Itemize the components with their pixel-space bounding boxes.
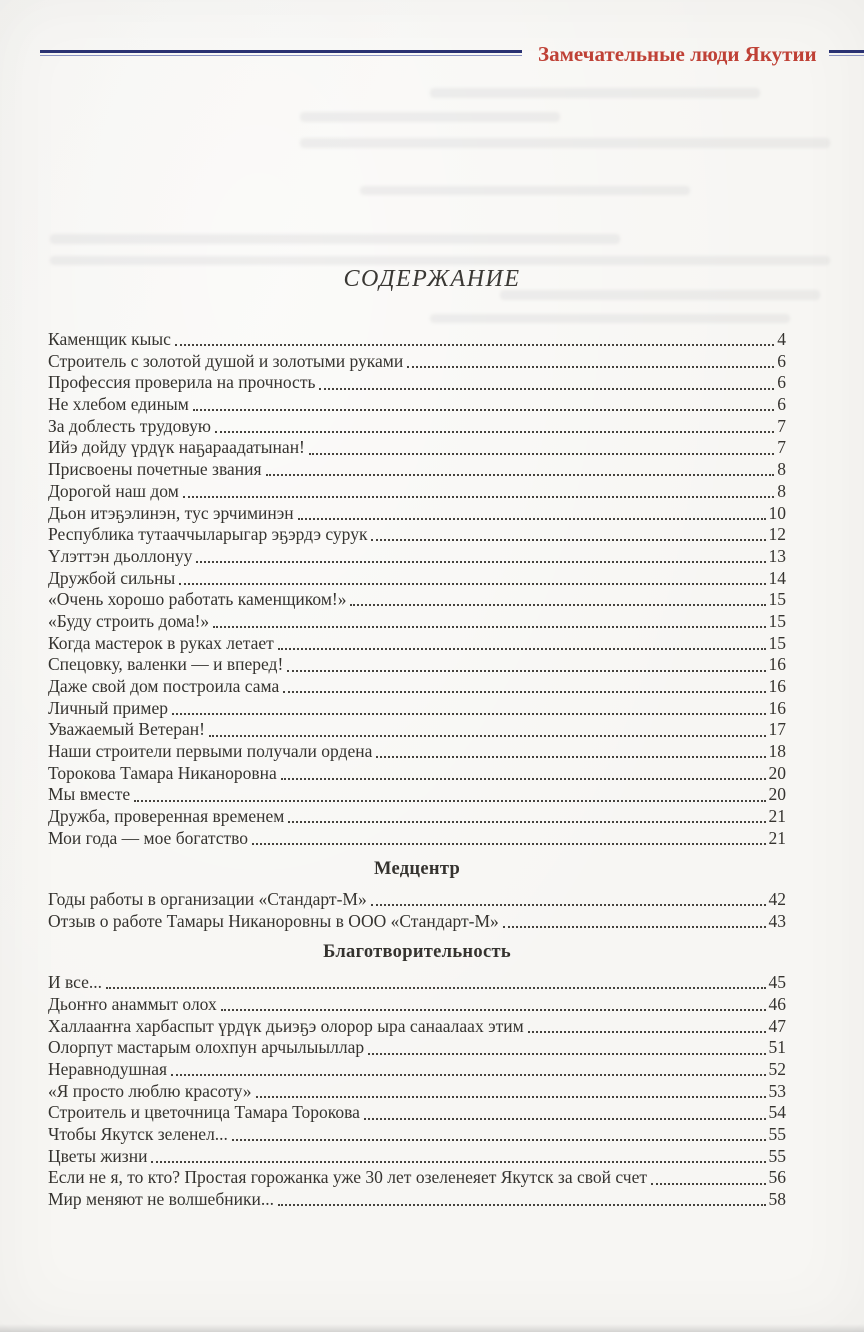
toc-leader-dots bbox=[183, 496, 774, 498]
toc-leader-dots bbox=[278, 1204, 766, 1206]
section-heading: Медцентр bbox=[373, 858, 461, 879]
toc-entry bbox=[48, 1189, 786, 1211]
toc-entry-title: «Я просто люблю красоту» bbox=[48, 1080, 252, 1101]
bleedthrough-line bbox=[300, 112, 560, 122]
toc-entry-title: Мои года — мое богатство bbox=[48, 827, 249, 848]
toc-entry-page: 20 bbox=[768, 762, 786, 783]
toc-entry-title: Отзыв о работе Тамары Никаноровны в ООО «Стандарт-М» bbox=[48, 910, 499, 931]
toc-entry bbox=[48, 394, 786, 416]
toc-entry-title: Мир меняют не волшебники... bbox=[48, 1189, 274, 1210]
bleedthrough-line bbox=[430, 314, 790, 323]
toc-entry-page: 7 bbox=[777, 415, 786, 436]
toc-leader-dots bbox=[371, 904, 766, 906]
toc-entry-page: 12 bbox=[768, 524, 786, 545]
toc-entry-page: 56 bbox=[768, 1167, 786, 1188]
toc-entry-title: Годы работы в организации «Стандарт-М» bbox=[48, 889, 367, 910]
toc-entry-title: Не хлебом единым bbox=[48, 394, 189, 415]
toc-entry-title: Профессия проверила на прочность bbox=[48, 372, 316, 393]
toc-entry-page: 16 bbox=[768, 654, 786, 675]
toc-leader-dots bbox=[503, 926, 766, 928]
toc-entry bbox=[48, 611, 786, 633]
toc-entry bbox=[48, 763, 786, 785]
toc-leader-dots bbox=[288, 821, 765, 823]
toc-entry-page: 42 bbox=[768, 889, 786, 910]
toc-entry-page: 6 bbox=[777, 394, 786, 415]
page-header bbox=[0, 40, 864, 66]
toc-leader-dots bbox=[215, 431, 774, 433]
toc-entry bbox=[48, 972, 786, 994]
toc-leader-dots bbox=[287, 670, 765, 672]
toc-entry-page: 10 bbox=[768, 502, 786, 523]
toc-entry bbox=[48, 654, 786, 676]
toc-entry bbox=[48, 568, 786, 590]
toc-entry bbox=[48, 351, 786, 373]
toc-entry-title: Торокова Тамара Никаноровна bbox=[48, 762, 277, 783]
toc-entry-page: 58 bbox=[768, 1189, 786, 1210]
toc-leader-dots bbox=[232, 1139, 766, 1141]
toc-entry-page: 43 bbox=[768, 910, 786, 931]
toc-leader-dots bbox=[651, 1183, 765, 1185]
toc-entry-title: И все... bbox=[48, 972, 103, 993]
toc-entry bbox=[48, 1059, 786, 1081]
toc-entry-title: Дьон итэҕэлинэн, тус эрчиминэн bbox=[48, 502, 294, 523]
toc-entry-title: Дружбой сильны bbox=[48, 567, 176, 588]
toc-entry-title: Строитель и цветочница Тамара Торокова bbox=[48, 1102, 360, 1123]
toc-entry-title: Личный пример bbox=[48, 697, 168, 718]
toc-entry-page: 54 bbox=[768, 1102, 786, 1123]
toc-entry-title: Если не я, то кто? Простая горожанка уже 30 лет озеленеяет Якутск за свой счет bbox=[48, 1167, 648, 1188]
bleedthrough-line bbox=[50, 256, 830, 265]
section-heading: Благотворительность bbox=[323, 941, 511, 962]
toc-entry-title: Спецовку, валенки — и вперед! bbox=[48, 654, 284, 675]
toc-leader-dots bbox=[213, 626, 765, 628]
toc-entry bbox=[48, 1167, 786, 1189]
toc-entry-page: 52 bbox=[768, 1059, 786, 1079]
toc-entry-page: 21 bbox=[768, 827, 786, 848]
toc-entry bbox=[48, 1146, 786, 1168]
toc-entry-page: 18 bbox=[768, 741, 786, 762]
toc-leader-dots bbox=[281, 778, 766, 780]
header-rule-left bbox=[40, 50, 522, 56]
toc-entry-title: Халлааҥҥа харбаспыт үрдүк дьиэҕэ олорор ыра санаалаах этим bbox=[48, 1015, 524, 1036]
toc-leader-dots bbox=[172, 713, 766, 715]
running-title: Замечательные люди Якутии bbox=[538, 41, 817, 66]
toc-entry-title: Цветы жизни bbox=[48, 1145, 148, 1166]
toc-entry bbox=[48, 1102, 786, 1124]
toc-entry-title: Присвоены почетные звания bbox=[48, 459, 262, 480]
toc-entry-title: Когда мастерок в руках летает bbox=[48, 632, 274, 653]
toc-leader-dots bbox=[256, 1096, 766, 1098]
toc-leader-dots bbox=[134, 800, 765, 802]
header-rule-right bbox=[829, 50, 864, 56]
toc-entry bbox=[48, 911, 786, 933]
toc-entry-page: 51 bbox=[768, 1037, 786, 1058]
toc-entry-page: 20 bbox=[768, 784, 786, 805]
toc-entry-page: 6 bbox=[777, 350, 786, 371]
toc-leader-dots bbox=[106, 987, 765, 989]
toc-entry-title: «Очень хорошо работать каменщиком!» bbox=[48, 589, 347, 610]
toc-entry-page: 55 bbox=[768, 1145, 786, 1166]
toc-entry-page: 6 bbox=[777, 372, 786, 393]
toc-entry bbox=[48, 994, 786, 1016]
toc-entry bbox=[48, 784, 786, 806]
toc-entry bbox=[48, 329, 786, 351]
toc-leader-dots bbox=[209, 735, 766, 737]
toc-entry-title: Мы вместе bbox=[48, 784, 131, 805]
toc-leader-dots bbox=[376, 756, 765, 758]
toc-leader-dots bbox=[221, 1009, 766, 1011]
toc-leader-dots bbox=[196, 561, 765, 563]
toc-entry-page: 17 bbox=[768, 719, 786, 740]
toc-entry-title: Даже свой дом построила сама bbox=[48, 676, 280, 696]
toc-entry bbox=[48, 633, 786, 655]
toc-entry-title: Республика тутааччыларыгар эҕэрдэ сурук bbox=[48, 524, 368, 545]
toc-leader-dots bbox=[371, 539, 765, 541]
toc-leader-dots bbox=[309, 453, 774, 455]
toc-entry-title: Дорогой наш дом bbox=[48, 480, 179, 501]
toc-entry bbox=[48, 372, 786, 394]
toc-entry-page: 15 bbox=[768, 632, 786, 653]
bleedthrough-line bbox=[50, 234, 620, 244]
toc-title: СОДЕРЖАНИЕ bbox=[343, 266, 521, 292]
toc-leader-dots bbox=[298, 518, 766, 520]
toc-entry-page: 55 bbox=[768, 1124, 786, 1145]
toc-entry-title: За доблесть трудовую bbox=[48, 415, 211, 436]
bleedthrough-line bbox=[430, 88, 760, 98]
toc-entry-page: 45 bbox=[768, 972, 786, 993]
toc-entry-page: 21 bbox=[768, 806, 786, 827]
toc-entry-title: Неравнодушная bbox=[48, 1059, 168, 1079]
toc-entry-page: 4 bbox=[777, 329, 786, 349]
toc-entry bbox=[48, 806, 786, 828]
toc-entry bbox=[48, 503, 786, 525]
toc-entry bbox=[48, 1016, 786, 1038]
toc-entry-title: Үлэттэн дьоллонуу bbox=[48, 545, 193, 566]
toc-entry bbox=[48, 889, 786, 911]
toc-entry bbox=[48, 589, 786, 611]
toc-entry-title: «Буду строить дома!» bbox=[48, 610, 210, 631]
bleedthrough-line bbox=[300, 138, 830, 148]
toc-entry-page: 47 bbox=[768, 1015, 786, 1036]
toc-entry bbox=[48, 459, 786, 481]
toc-entry-page: 16 bbox=[768, 697, 786, 718]
toc-entry-title: Олорпут мастарым олохпун арчылыыллар bbox=[48, 1037, 365, 1058]
toc-leader-dots bbox=[407, 366, 774, 368]
toc-entry-title: Наши строители первыми получали ордена bbox=[48, 741, 373, 762]
toc-entry-title: Дружба, проверенная временем bbox=[48, 806, 285, 827]
toc-entry bbox=[48, 741, 786, 763]
toc-leader-dots bbox=[171, 1074, 765, 1076]
toc-leader-dots bbox=[266, 474, 775, 476]
toc-leader-dots bbox=[528, 1031, 766, 1033]
toc-leader-dots bbox=[278, 648, 766, 650]
toc-entry-title: Ийэ дойду үрдүк наҕараадатынан! bbox=[48, 437, 305, 458]
toc-leader-dots bbox=[364, 1118, 766, 1120]
toc-entry-title: Уважаемый Ветеран! bbox=[48, 719, 205, 740]
toc-entry-page: 7 bbox=[777, 437, 786, 458]
toc-entry-page: 8 bbox=[777, 459, 786, 480]
toc-leader-dots bbox=[175, 344, 774, 346]
toc-entry bbox=[48, 1037, 786, 1059]
toc-entry bbox=[48, 1124, 786, 1146]
toc-entry-title: Каменщик кыыс bbox=[48, 329, 171, 349]
toc-leader-dots bbox=[151, 1161, 765, 1163]
toc-entry bbox=[48, 481, 786, 503]
toc-entry bbox=[48, 416, 786, 438]
toc-entry bbox=[48, 546, 786, 568]
toc-entry-page: 13 bbox=[768, 545, 786, 566]
toc-leader-dots bbox=[193, 409, 774, 411]
toc-leader-dots bbox=[319, 388, 774, 390]
toc bbox=[48, 329, 786, 1211]
toc-entry-title: Дьоҥҥо анаммыт олох bbox=[48, 993, 217, 1014]
toc-leader-dots bbox=[283, 691, 765, 693]
toc-entry-page: 15 bbox=[768, 610, 786, 631]
toc-leader-dots bbox=[350, 604, 765, 606]
toc-leader-dots bbox=[179, 583, 765, 585]
toc-entry-page: 14 bbox=[768, 567, 786, 588]
toc-entry-title: Строитель с золотой душой и золотыми руками bbox=[48, 350, 404, 371]
toc-entry bbox=[48, 524, 786, 546]
toc-entry-page: 15 bbox=[768, 589, 786, 610]
toc-entry-page: 53 bbox=[768, 1080, 786, 1101]
toc-entry-page: 46 bbox=[768, 993, 786, 1014]
toc-entry bbox=[48, 676, 786, 698]
toc-leader-dots bbox=[252, 843, 765, 845]
toc-entry bbox=[48, 1081, 786, 1103]
toc-entry-title: Чтобы Якутск зеленел... bbox=[48, 1124, 228, 1145]
toc-entry-page: 8 bbox=[777, 480, 786, 501]
toc-entry bbox=[48, 828, 786, 850]
toc-entry bbox=[48, 719, 786, 741]
toc-entry bbox=[48, 437, 786, 459]
bleedthrough-line bbox=[360, 186, 690, 195]
toc-leader-dots bbox=[368, 1053, 765, 1055]
toc-entry-page: 16 bbox=[768, 676, 786, 696]
toc-entry bbox=[48, 698, 786, 720]
